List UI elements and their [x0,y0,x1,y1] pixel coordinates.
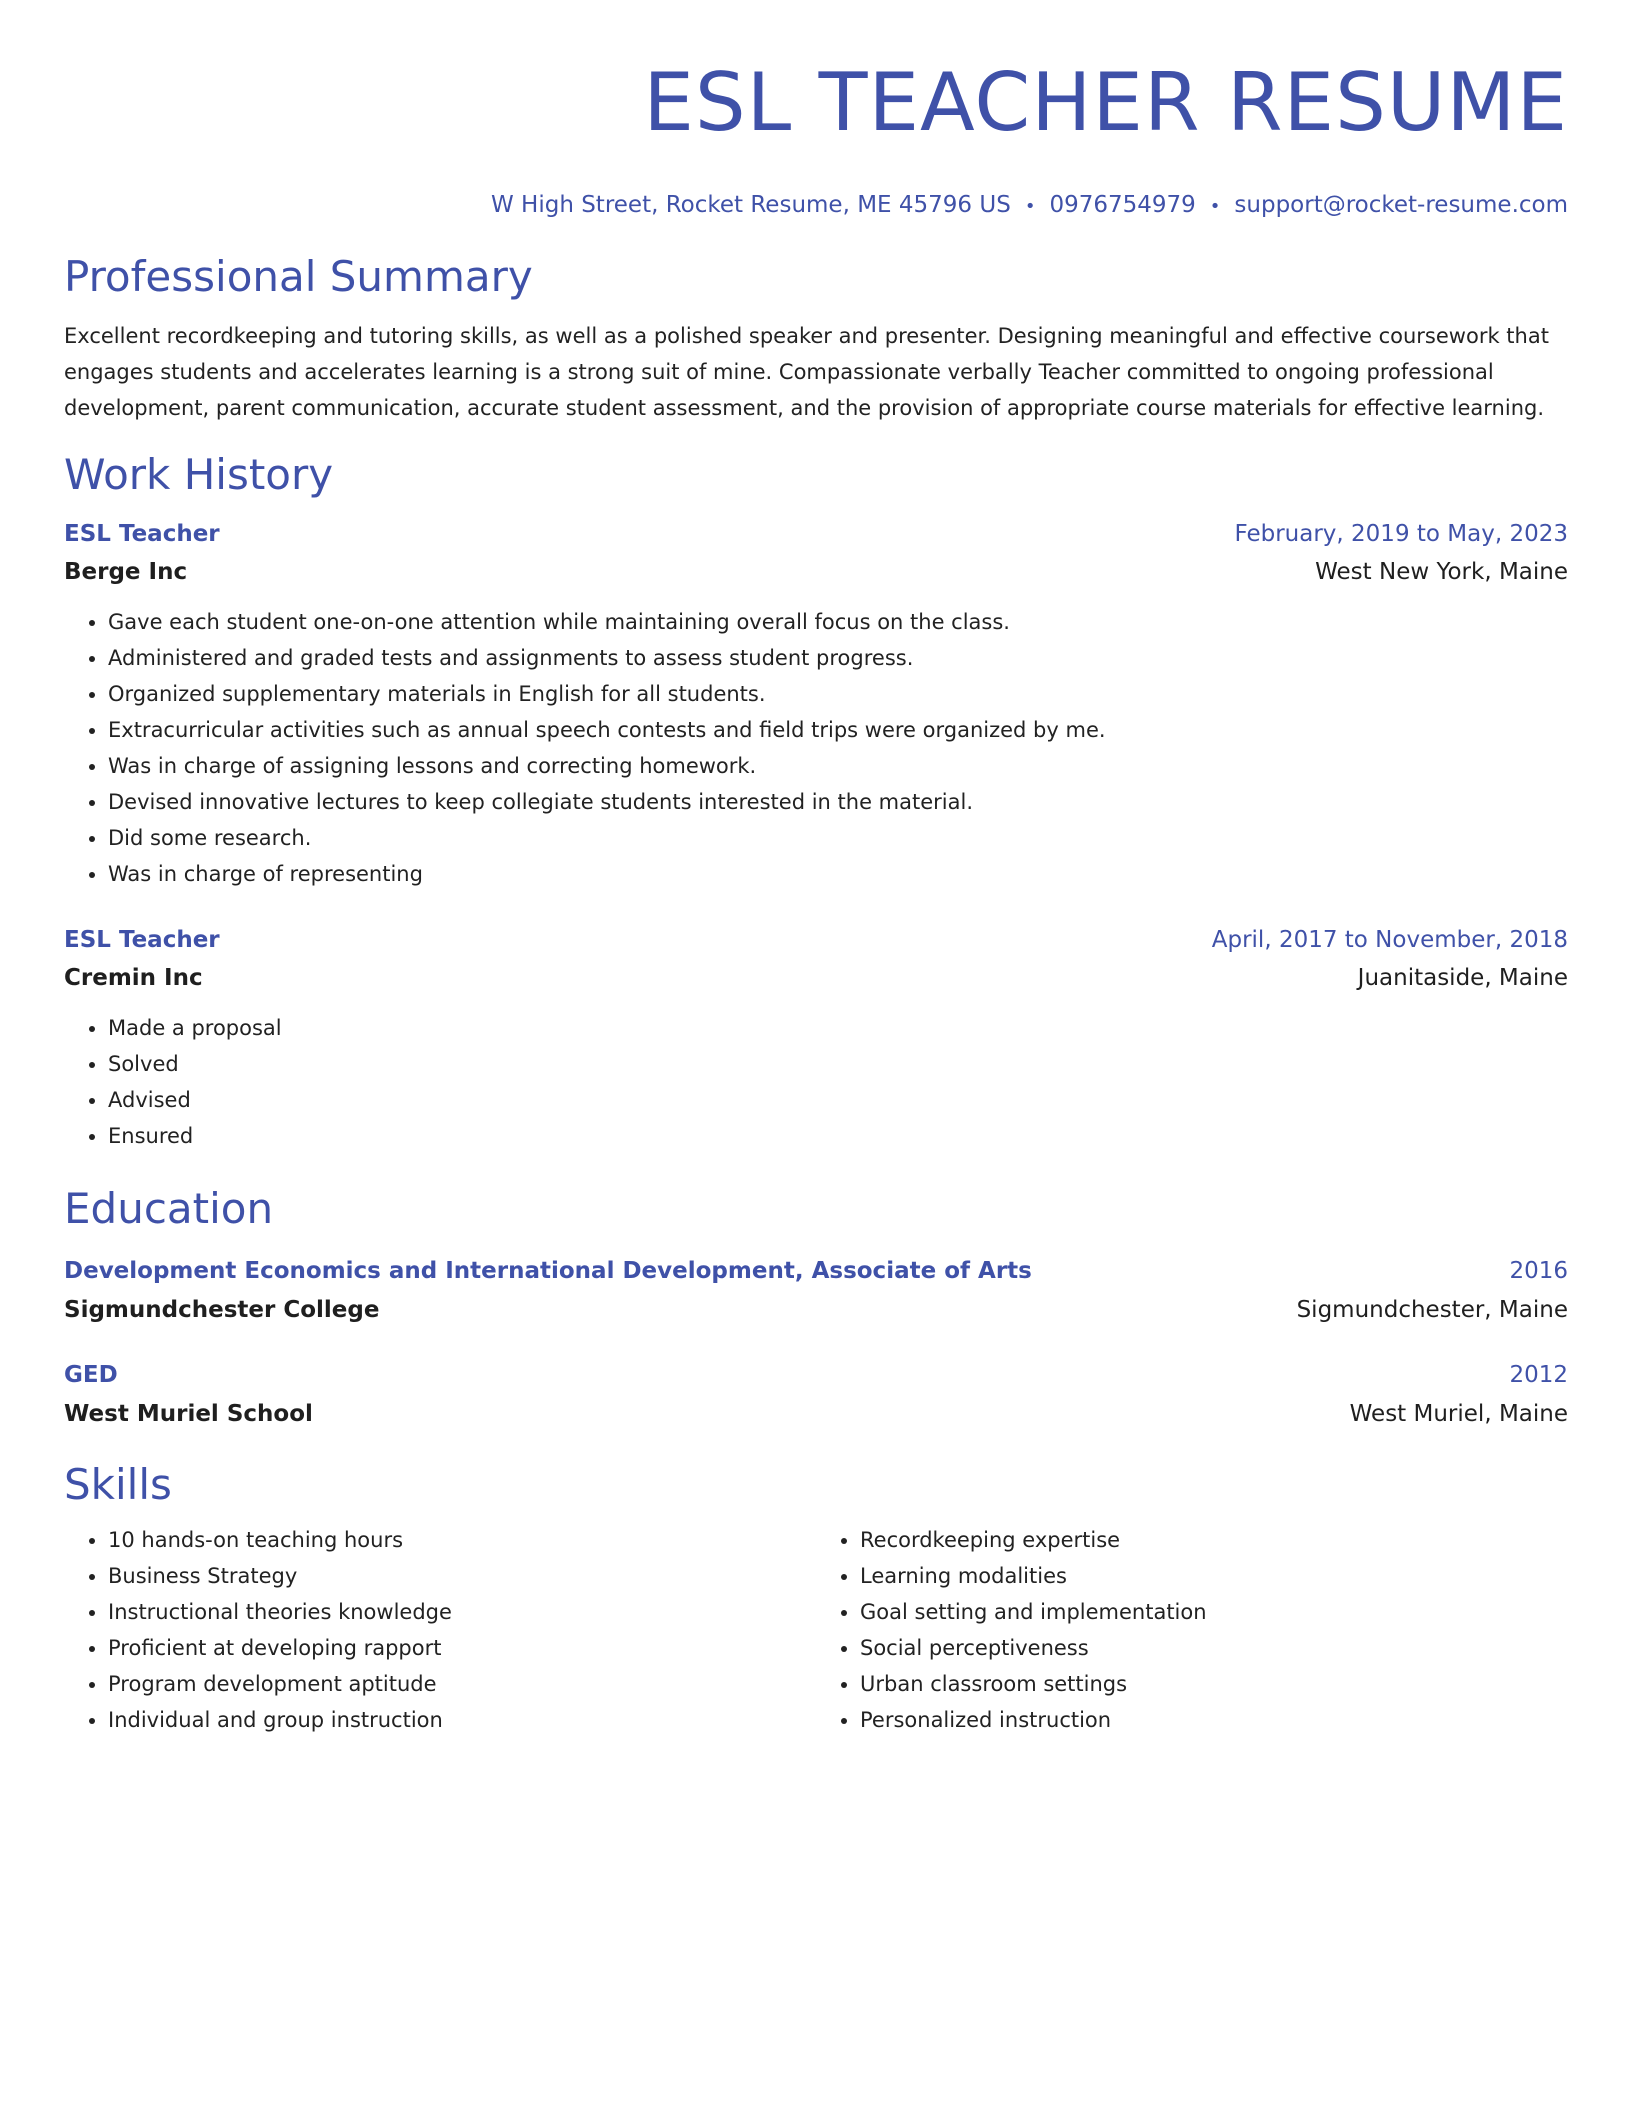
resume-header [64,0,1568,222]
list-item: • Advised [108,1082,1568,1118]
list-item: • Personalized instruction [860,1702,1568,1738]
education-school-row [64,1290,1568,1330]
list-item: • Gave each student one-on-one attention while maintaining overall focus on the class. [108,604,1568,640]
list-item: • Recordkeeping expertise [860,1522,1568,1558]
job-entry [64,516,1568,892]
skills-columns [64,1522,1568,1738]
list-item: • Program development aptitude [108,1666,816,1702]
list-item: • Individual and group instruction [108,1702,816,1738]
job-location: West New York, Maine [1315,559,1568,585]
summary-section [64,252,1568,426]
list-item: • Did some research. [108,820,1568,856]
education-section [64,1184,1568,1434]
list-item: • Administered and graded tests and assignments to assess student progress. [108,640,1568,676]
job-org-row [64,958,1568,998]
list-item: • Extracurricular activities such as annual speech contests and field trips were organized by me. [108,712,1568,748]
resume-title: ESL TEACHER RESUME [643,56,1568,149]
skills-list-right [816,1522,1568,1738]
education-degree: GED [64,1362,118,1388]
list-item: • 10 hands-on teaching hours [108,1522,816,1558]
job-entry [64,922,1568,1154]
list-item: • Made a proposal [108,1010,1568,1046]
education-header-row [64,1356,1568,1394]
skills-heading: Skills [64,1460,172,1509]
job-company: Berge Inc [64,559,188,585]
education-year: 2016 [1509,1258,1568,1284]
education-location: Sigmundchester, Maine [1296,1297,1568,1323]
work-history-heading: Work History [64,450,334,499]
education-header-row [64,1252,1568,1290]
list-item: • Instructional theories knowledge [108,1594,816,1630]
job-header-row [64,922,1568,958]
contact-line [64,190,1568,222]
job-duties-list [64,604,1568,892]
list-item: • Was in charge of assigning lessons and correcting homework. [108,748,1568,784]
job-location: Juanitaside, Maine [1357,965,1568,991]
job-role: ESL Teacher [64,521,220,547]
education-location: West Muriel, Maine [1349,1401,1568,1427]
job-dates: April, 2017 to November, 2018 [1211,927,1568,953]
list-item: • Social perceptiveness [860,1630,1568,1666]
education-school: West Muriel School [64,1401,313,1427]
education-school-row [64,1394,1568,1434]
education-entry [64,1356,1568,1434]
contact-phone: 0976754979 [1049,192,1196,218]
list-item: • Urban classroom settings [860,1666,1568,1702]
summary-heading: Professional Summary [64,252,533,301]
education-degree: Development Economics and International Development, Associate of Arts [64,1258,1032,1284]
contact-separator: • [1024,196,1036,217]
list-item: • Goal setting and implementation [860,1594,1568,1630]
contact-address: W High Street, Rocket Resume, ME 45796 US [490,192,1011,218]
list-item: • Ensured [108,1118,1568,1154]
work-history-section [64,450,1568,1154]
education-heading: Education [64,1184,274,1233]
education-entry [64,1252,1568,1330]
job-role: ESL Teacher [64,927,220,953]
list-item: • Devised innovative lectures to keep collegiate students interested in the material. [108,784,1568,820]
skills-section [64,1460,1568,1738]
list-item: • Was in charge of representing [108,856,1568,892]
job-company: Cremin Inc [64,965,203,991]
education-year: 2012 [1509,1362,1568,1388]
contact-email: support@rocket-resume.com [1234,192,1568,218]
skills-list-left [64,1522,816,1738]
list-item: • Business Strategy [108,1558,816,1594]
list-item: • Organized supplementary materials in English for all students. [108,676,1568,712]
job-duties-list [64,1010,1568,1154]
summary-text: Excellent recordkeeping and tutoring skills, as well as a polished speaker and presenter. Designing meaningful and effective coursework that engages students and accelerates learning is a strong suit of mine. Compassionate verbally Teacher committed to ongoing professional development, parent communication, accurate student assessment, and the provision of appropriate course materials for effective learning. [64,324,1549,420]
job-header-row [64,516,1568,552]
list-item: • Solved [108,1046,1568,1082]
job-org-row [64,552,1568,592]
contact-separator: • [1209,196,1221,217]
list-item: • Proficient at developing rapport [108,1630,816,1666]
education-school: Sigmundchester College [64,1297,380,1323]
list-item: • Learning modalities [860,1558,1568,1594]
job-dates: February, 2019 to May, 2023 [1234,521,1568,547]
